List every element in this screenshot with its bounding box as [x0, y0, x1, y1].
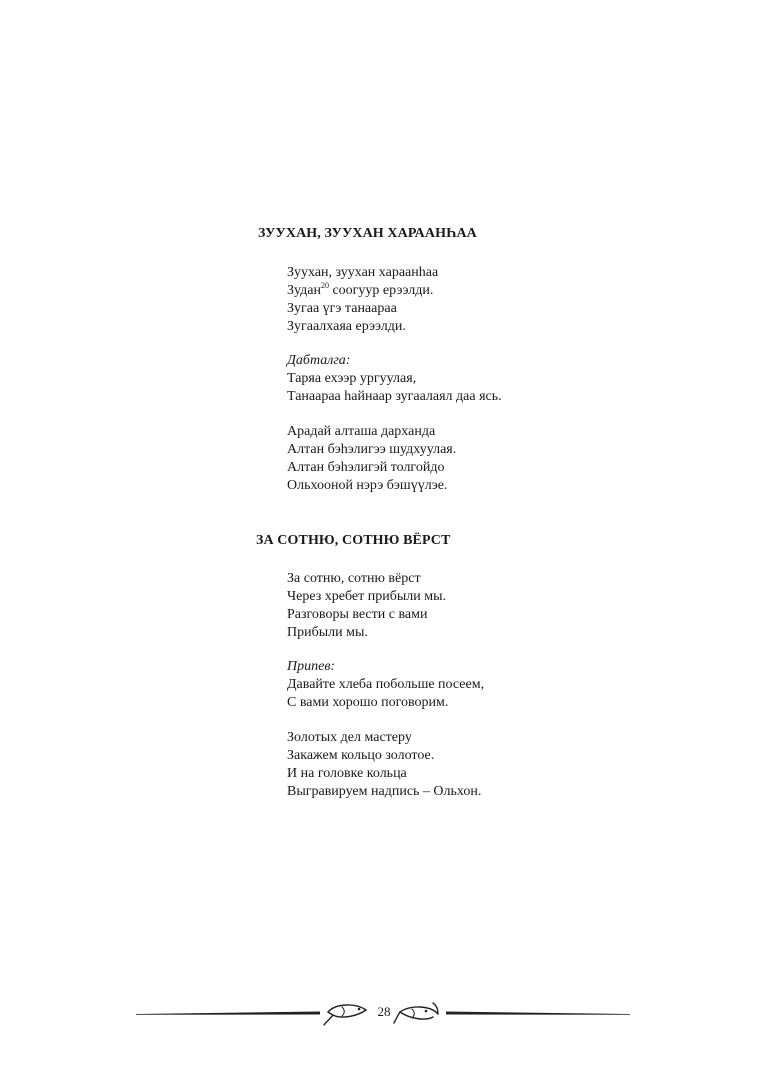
verse-line: Ольхооной нэрэ бэшүүлэе.	[287, 478, 448, 493]
refrain-line: Давайте хлеба побольше посеем,	[287, 677, 485, 692]
verse-line: Зугаа үгэ танаараа	[287, 301, 397, 316]
verse-line: Закажем кольцо золотое.	[287, 748, 435, 763]
verse-line: Через хребет прибыли мы.	[287, 589, 446, 604]
verse-line: Зуухан, зуухан хараанһаа	[287, 265, 439, 280]
verse-line: Прибыли мы.	[287, 625, 368, 640]
verse	[287, 570, 446, 642]
refrain-label: Припев:	[287, 659, 336, 674]
verse	[287, 729, 481, 801]
verse-line: Алтан бэһэлигэй толгойдо	[287, 460, 445, 475]
refrain-line: Танаараа һайнаар зугаалаял даа ясь.	[287, 389, 502, 404]
left-rule	[136, 1012, 320, 1015]
verse-line: Разговоры вести с вами	[287, 607, 428, 622]
fish-icon	[324, 1005, 366, 1025]
page-number: 28	[377, 1004, 391, 1019]
footnote-mark: 20	[320, 281, 329, 290]
song-title: ЗУУХАН, ЗУУХАН ХАРААНҺАА	[258, 226, 477, 241]
verse-line: Зугаалхаяа ерээлди.	[287, 319, 406, 334]
verse	[287, 423, 456, 495]
song-title: ЗА СОТНЮ, СОТНЮ ВЁРСТ	[256, 533, 451, 548]
fish-icon	[394, 1003, 438, 1023]
verse-line	[287, 282, 438, 300]
refrain-label: Дабталга:	[287, 353, 351, 368]
refrain	[287, 658, 484, 712]
refrain	[287, 352, 502, 406]
refrain-line: Таряа ехээр ургуулая,	[287, 371, 417, 386]
verse-line-part: соогуур ерээлди.	[332, 283, 434, 298]
page-footer	[0, 995, 767, 1031]
right-rule	[446, 1012, 630, 1015]
verse-line: Выгравируем надпись – Ольхон.	[287, 784, 482, 799]
verse-line: Золотых дел мастеру	[287, 730, 412, 745]
verse	[287, 264, 438, 336]
verse-line: И на головке кольца	[287, 766, 407, 781]
verse-line-part: Зудан	[287, 283, 321, 298]
refrain-line: С вами хорошо поговорим.	[287, 695, 449, 710]
verse-line: За сотню, сотню вёрст	[287, 571, 421, 586]
verse-line: Арадай алташа дарханда	[287, 424, 436, 439]
verse-line: Алтан бэһэлигээ шудхуулая.	[287, 442, 457, 457]
